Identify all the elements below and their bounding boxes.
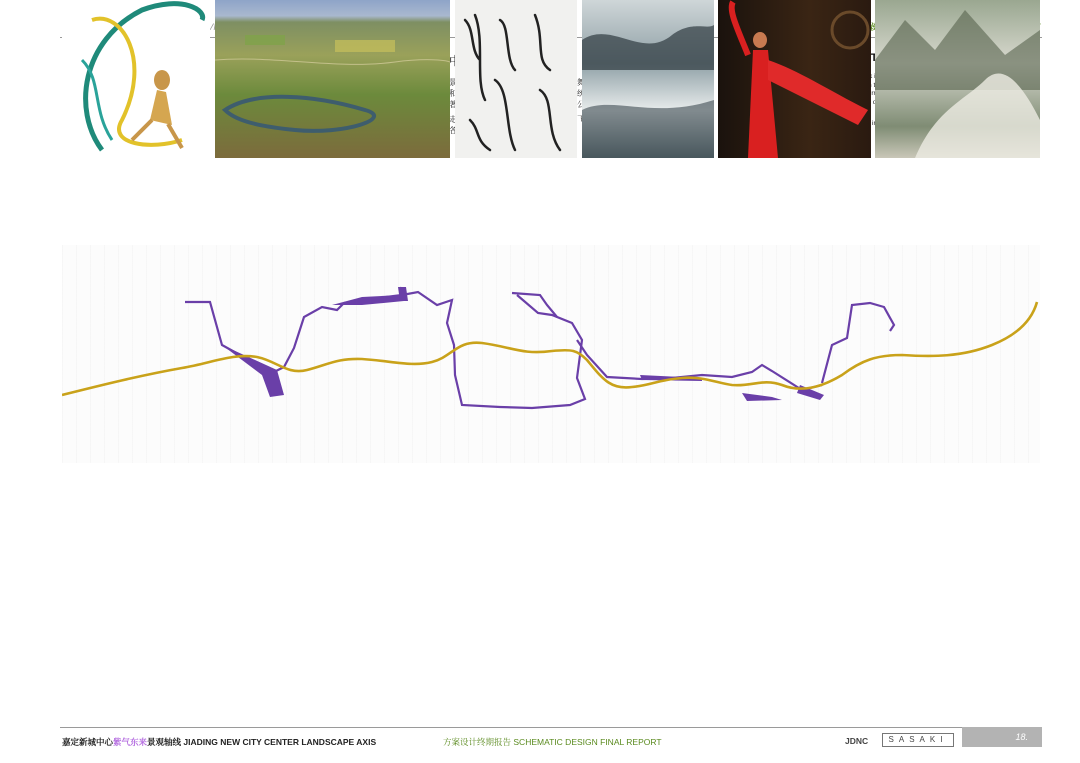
aerial-river-landscape-photo [215,0,450,158]
red-dancer-illustration [718,0,871,158]
purple-wedge-2 [332,295,404,305]
gold-path [62,302,1037,395]
report-title-en: SCHEMATIC DESIGN FINAL REPORT [513,737,662,747]
purple-segment-4 [577,340,822,390]
diagram-svg [62,245,1040,463]
ribbon-dancer-illustration [62,0,210,158]
ribbon-dancer-photo [62,0,210,158]
sasaki-logo: SASAKI [882,733,954,747]
red-sleeve-dancer-photo [718,0,871,158]
calligraphy-photo [455,0,577,158]
mountain-ink-painting-photo [875,0,1040,158]
report-title [443,736,662,748]
dance-path-diagram [62,245,1040,463]
project-title-cn-a: 嘉定新城中心 [62,737,114,747]
project-title-cn-highlight: 紫气东来 [113,737,148,747]
purple-path [185,287,894,408]
jdnc-logo: JDNC [845,736,869,746]
purple-segment-1 [185,292,585,408]
purple-wedge-4 [742,393,782,401]
project-title [62,736,376,748]
footer-divider [60,727,1042,728]
page-number: 18. [962,727,1042,747]
project-title-en: JIADING NEW CITY CENTER LANDSCAPE AXIS [183,737,377,747]
ink-landscape-painting-photo [582,0,714,158]
purple-segment-5 [822,303,894,383]
report-title-cn: 方案设计终期报告 [443,737,512,747]
project-title-cn-b: 景观轴线 [147,737,182,747]
calligraphy-illustration [455,0,577,158]
aerial-river-illustration [215,0,450,158]
ink-landscape-illustration [582,0,714,158]
mountain-ink-illustration [875,0,1040,158]
purple-wedge-1 [222,345,284,397]
